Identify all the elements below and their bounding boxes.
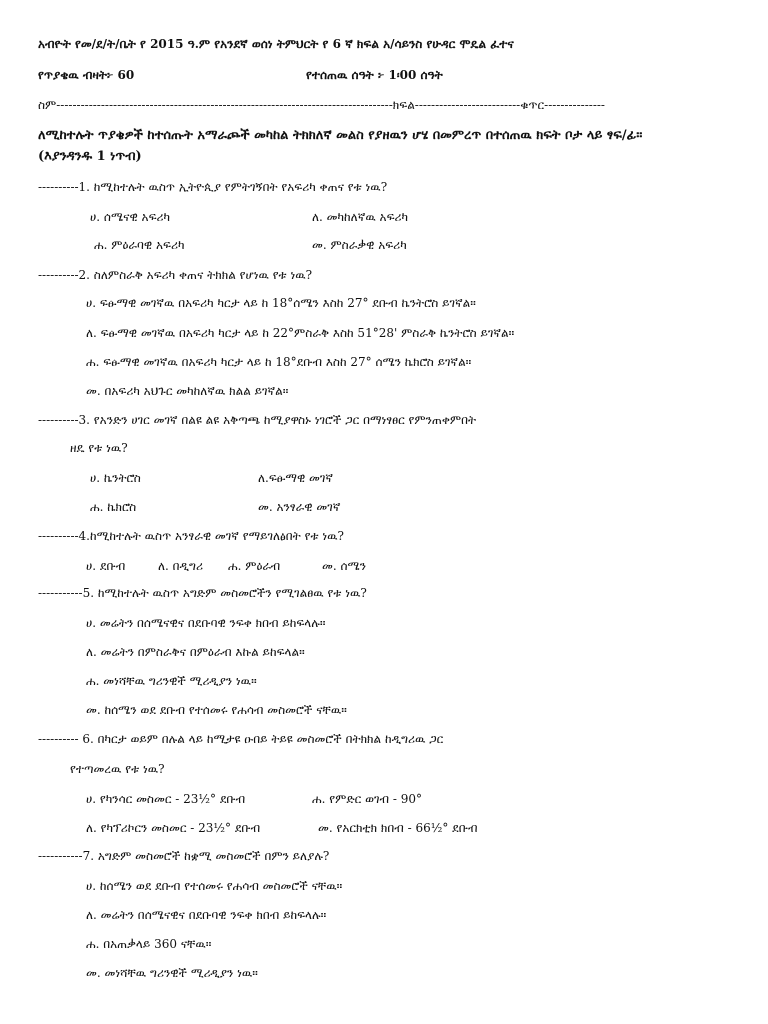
question-1-stem: ----------1. ከሚከተሉት ዉስጥ ኢትዮጲያ የምትገኝበት የአፍሪካ ቀጠና የቱ ነዉ? [38, 180, 388, 194]
instructions-line-1: ለሚከተሉት ጥያቄዎች ከተሰጡት አማራጮች መካከል ትክክለኛ መልስ የያዘዉን ሆሄ በመምረጥ በተሰጠዉ ክፍት ቦታ ላይ ፃፍ/ፊ። [38, 128, 643, 143]
question-1-option-b: ለ. መካከለኛዉ አፍሪካ [312, 210, 409, 224]
question-3-option-b: ለ.ፍፁማዊ መገኛ [258, 471, 333, 485]
question-4-option-d: መ. ሰሜን [322, 559, 366, 573]
question-3-option-c: ሐ. ኬክሮስ [90, 500, 137, 514]
question-5-option-c: ሐ. መነሻቸዉ ግሪንዊች ሚሪዲያን ነዉ። [86, 674, 257, 688]
question-3-stem: ----------3. የአንድን ሀገር መገኛ በልዩ ልዩ አቅጣጫ ከሚያዋስኑ ነገሮች ጋር በማነፃፀር የምንጠቀምበት [38, 413, 477, 427]
question-3-option-d: መ. አንፃራዊ መገኛ [258, 500, 341, 514]
question-2-stem: ----------2. ስለምስራቅ አፍሪካ ቀጠና ትክክል የሆነዉ የቱ ነዉ? [38, 268, 313, 282]
question-1-option-a: ሀ. ሰሜናዊ አፍሪካ [90, 210, 171, 224]
question-2-option-a: ሀ. ፍፁማዊ መገኛዉ በአፍሪካ ካርታ ላይ ከ 18°ሰሜን እስከ 27° ደቡብ ኬንትሮስ ይገኛል። [86, 296, 476, 310]
question-6-option-d: መ. የአርክቲክ ክበብ - 66½° ደቡብ [318, 821, 478, 835]
question-3-option-a: ሀ. ኬንትሮስ [90, 471, 141, 485]
question-6-option-a: ሀ. የካንሳር መስመር - 23½° ደቡብ [86, 792, 246, 806]
question-5-option-d: መ. ከሰሜን ወደ ደቡብ የተሰመሩ የሐሳብ መስመሮች ናቸዉ። [86, 703, 347, 717]
student-info-line: ስም-----------------------------------------------------------------------------------ክፍል--------------------------ቁጥር--------------- [38, 98, 605, 112]
question-4-option-c: ሐ. ምዕራብ [228, 559, 281, 573]
exam-title: አብዮት የመ/ደ/ት/ቤት የ 2015 ዓ.ም የአንደኛ ወሰነ ትምህርት የ 6 ኛ ክፍል አ/ሳይንስ የሁዳር ሞዴል ፈተና [38, 37, 514, 51]
total-marks: የጥያቄዉ ብዛት፦ 60 [38, 68, 135, 82]
question-6-stem-continued: የተጣመረዉ የቱ ነዉ? [70, 762, 165, 776]
question-5-option-a: ሀ. መሬትን በሰሜናዊና በደቡባዊ ንፍቀ ክበብ ይከፍላሉ። [86, 616, 326, 630]
question-1-option-c: ሐ. ምዕራባዊ አፍሪካ [94, 238, 185, 252]
question-7-stem: -----------7. አግድም መስመሮች ከቋሚ መስመሮች በምን ይለያሉ? [38, 849, 330, 863]
question-6-option-c: ሐ. የምድር ወገብ - 90° [312, 792, 422, 806]
question-4-option-b: ለ. በዲግሪ [158, 559, 204, 573]
time-allowed: የተሰጠዉ ሰዓት ፦ 1፡00 ሰዓት [306, 68, 443, 82]
question-4-option-a: ሀ. ደቡብ [86, 559, 126, 573]
question-5-option-b: ለ. መሬትን በምስራቅና በምዕራብ እኩል ይከፍላል። [86, 645, 305, 659]
question-7-option-c: ሐ. በአጠቃላይ 360 ናቸዉ። [86, 937, 212, 951]
question-2-option-b: ለ. ፍፁማዊ መገኛዉ በአፍሪካ ካርታ ላይ ከ 22°ምስራቅ እስከ 51°28' ምስራቅ ኬንትሮስ ይገኛል። [86, 326, 515, 340]
question-7-option-b: ለ. መሬትን በሰሜናዊና በደቡባዊ ንፍቀ ክበብ ይከፍላሉ። [86, 908, 327, 922]
question-6-option-b: ለ. የካፕሪኮርን መስመር - 23½° ደቡብ [86, 821, 261, 835]
question-7-option-a: ሀ. ከሰሜን ወደ ደቡብ የተሰመሩ የሐሳብ መስመሮች ናቸዉ። [86, 879, 343, 893]
question-4-stem: ----------4.ከሚከተሉት ዉስጥ አንፃራዊ መገኛ የማይገለፅበት የቱ ነዉ? [38, 529, 344, 543]
question-5-stem: -----------5. ከሚከተሉት ዉስጥ አግድም መስመሮችን የሚገልፀዉ የቱ ነዉ? [38, 586, 367, 600]
instructions-line-2: (እያንዳንዱ 1 ነጥብ) [38, 149, 142, 164]
question-2-option-c: ሐ. ፍፁማዊ መገኛዉ በአፍሪካ ካርታ ላይ ከ 18°ደቡብ እስከ 27° ሰሜን ኬክሮስ ይገኛል። [86, 355, 472, 369]
question-1-option-d: መ. ምስራቃዊ አፍሪካ [312, 238, 407, 252]
question-6-stem: ---------- 6. በካርታ ወይም በሉል ላይ ከሚታዩ ዑበይ ትይዩ መስመሮች በትክክል ከዲግሪዉ ጋር [38, 732, 444, 746]
question-2-option-d: መ. በአፍሪካ አህጉር መካከለኛዉ ክልል ይገኛል። [86, 384, 289, 398]
question-7-option-d: መ. መነሻቸዉ ግሪንዊች ሚሪዲያን ነዉ። [86, 966, 258, 980]
question-3-stem-continued: ዘዴ የቱ ነዉ? [70, 441, 128, 455]
